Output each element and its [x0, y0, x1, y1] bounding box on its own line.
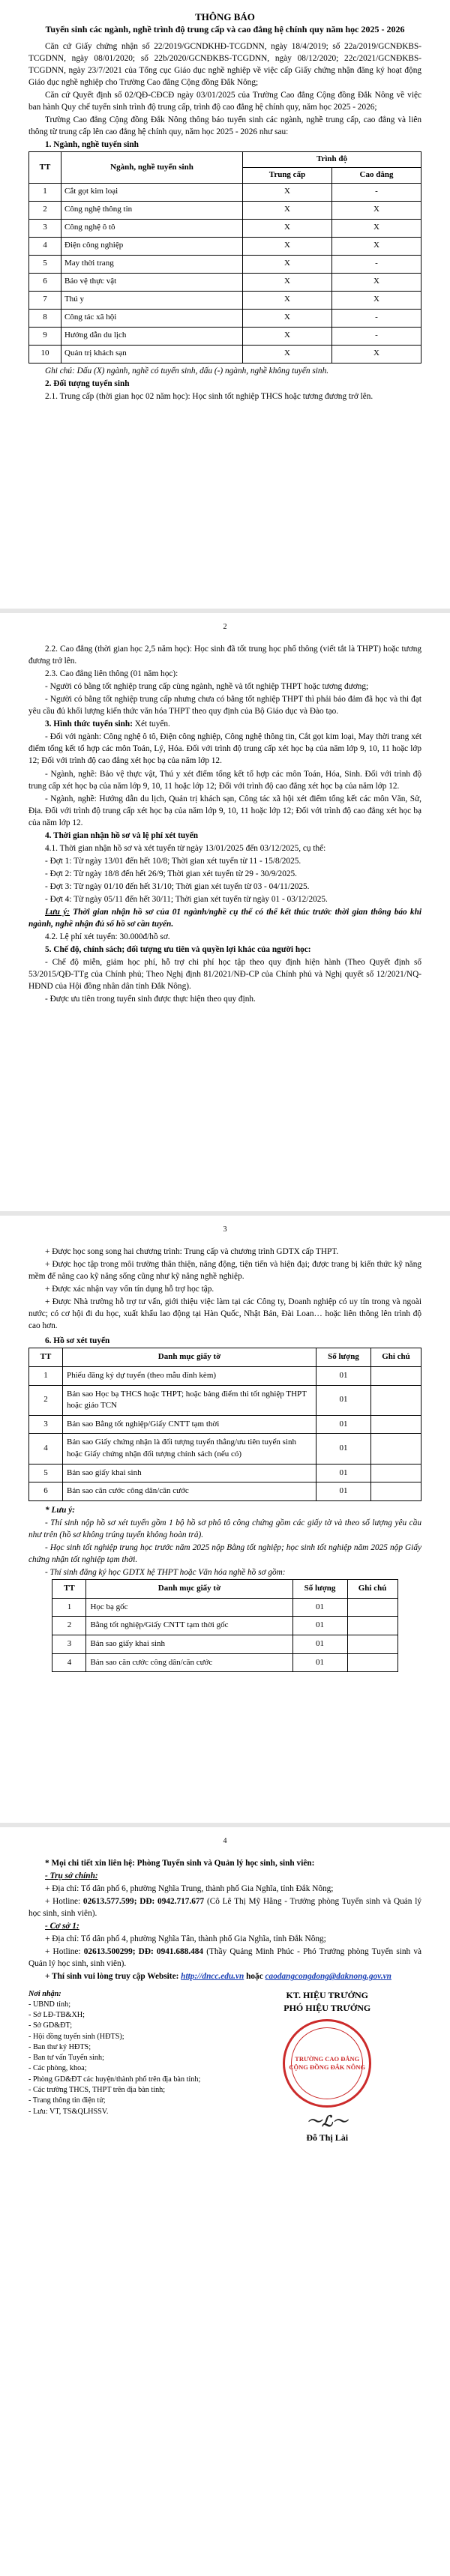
- table-row: [52, 1617, 398, 1635]
- table-header: Danh mục giấy tờ: [63, 1348, 316, 1367]
- paragraph: 2.1. Trung cấp (thời gian học 02 năm học): Học sinh tốt nghiệp THCS hoặc tương đương trở lên.: [45, 391, 374, 401]
- page-4: [0, 1827, 450, 2576]
- cell-note: [371, 1464, 422, 1482]
- cell-document: Bản sao giấy khai sinh: [86, 1635, 292, 1653]
- cell-program: Điện công nghiệp: [62, 237, 243, 255]
- recipient-item: - Các phòng, khoa;: [28, 2064, 87, 2073]
- table-header: Ngành, nghề tuyển sinh: [62, 152, 243, 183]
- section-title: 4. Thời gian nhận hồ sơ và lệ phí xét tuyển: [45, 830, 199, 840]
- table-header: Số lượng: [292, 1580, 347, 1599]
- section-title: 1. Ngành, nghề tuyển sinh: [45, 140, 139, 150]
- contact-line: [28, 1946, 422, 1970]
- signature-block: [28, 1989, 422, 2144]
- hotline-tail: (Cô Lê Thị Mỹ Hằng - Trưởng phòng Tuyển sinh và Quản lý học sinh, sinh viên).: [28, 1897, 422, 1919]
- contact-line: + Địa chỉ: Tổ dân phố 6, phường Nghĩa Trung, thành phố Gia Nghĩa, tỉnh Đắk Nông;: [45, 1884, 334, 1894]
- cell-note: [371, 1434, 422, 1464]
- paragraph: + Được học song song hai chương trình: Trung cấp và chương trình GDTX cấp THPT.: [45, 1247, 339, 1257]
- signer-role: PHÓ HIỆU TRƯỞNG: [284, 2002, 371, 2013]
- cell-tt: 4: [52, 1653, 86, 1672]
- section-title: 2. Đối tượng tuyển sinh: [45, 378, 130, 388]
- cell-tt: 2: [52, 1617, 86, 1635]
- cell-document: Bản sao Bằng tốt nghiệp/Giấy CNTT tạm thời: [63, 1415, 316, 1434]
- email-link[interactable]: caodangcongdong@daknong.gov.vn: [265, 1972, 392, 1982]
- cell-quantity: 01: [292, 1653, 347, 1672]
- cell-document: Bằng tốt nghiệp/Giấy CNTT tạm thời gốc: [86, 1617, 292, 1635]
- cell-trung-cap: X: [243, 219, 332, 237]
- cell-cao-dang: X: [332, 237, 422, 255]
- recipient-item: - Sở GD&ĐT;: [28, 2021, 73, 2030]
- cell-cao-dang: X: [332, 273, 422, 291]
- intro-paragraph: Căn cứ Giấy chứng nhận số 22/2019/GCNDKHĐ-TCGDNN, ngày 18/4/2019; số 22a/2019/GCNĐKBS-TCGDNN, ngày 08/01/2020; số 22b/2020/GCNĐKBS-TCGDNN, ngày 08/12/2020; 22c/2021/GCNĐKBS-TCGDNN, ngày 23/7/2021 của Tổng cục Giáo dục nghề nghiệp về việc cấp Giấy chứng nhận đăng ký hoạt động Giáo dục nghề nghiệp cho Trường Cao đẳng Cộng đồng Đắk Nông;: [28, 42, 422, 88]
- cell-trung-cap: X: [243, 183, 332, 201]
- recipient-item: - Lưu: VT, TS&QLHSSV.: [28, 2107, 109, 2116]
- paragraph: - Người có bằng tốt nghiệp trung cấp cùng ngành, nghề và tốt nghiệp THPT hoặc tương đương;: [45, 682, 369, 692]
- cell-trung-cap: X: [243, 345, 332, 363]
- cell-tt: 10: [29, 345, 62, 363]
- cell-quantity: 01: [316, 1434, 371, 1464]
- cell-quantity: 01: [292, 1617, 347, 1635]
- table-row: [29, 201, 422, 219]
- cell-note: [371, 1385, 422, 1415]
- paragraph: 2.2. Cao đẳng (thời gian học 2,5 năm học): Học sinh đã tốt trung học phổ thông (viết tắt là THPT) hoặc tương đương trở lên.: [28, 645, 422, 666]
- paragraph: + Được xác nhận vay vốn tín dụng hỗ trợ học tập.: [45, 1285, 214, 1294]
- hotline-number[interactable]: 02613.500299; DĐ: 0941.688.484: [83, 1947, 204, 1957]
- section-title: 6. Hồ sơ xét tuyển: [45, 1336, 110, 1346]
- documents-table: [28, 1348, 422, 1500]
- cell-program: Thú y: [62, 291, 243, 309]
- contact-line: + Địa chỉ: Tổ dân phố 4, phường Nghĩa Tân, thành phố Gia Nghĩa, tỉnh Đắk Nông;: [45, 1934, 326, 1944]
- table-row: [29, 1464, 422, 1482]
- cell-trung-cap: X: [243, 291, 332, 309]
- cell-tt: 2: [29, 1385, 63, 1415]
- recipient-item: - UBND tỉnh;: [28, 2000, 71, 2009]
- cell-tt: 3: [29, 219, 62, 237]
- cell-document: Bản sao Giấy chứng nhận là đối tượng tuyển thẳng/ưu tiên tuyển sinh hoặc Giấy chứng nhận đối tượng chính sách (nếu có): [63, 1434, 316, 1464]
- table-row: [29, 1385, 422, 1415]
- cell-cao-dang: X: [332, 201, 422, 219]
- note-paragraph: - Thí sinh nộp hồ sơ xét tuyển gồm 1 bộ hồ sơ phô tô công chứng gồm các giấy tờ và theo số lượng yêu cầu như trên (hồ sơ không trúng tuyển không hoàn trả).: [28, 1518, 422, 1539]
- signature-scrawl: 〜ℒ〜: [307, 2111, 348, 2130]
- recipients-label: Nơi nhận:: [28, 1989, 62, 1998]
- website-mid: hoặc: [246, 1972, 263, 1982]
- cell-tt: 6: [29, 1482, 63, 1501]
- table-header: Cao đẳng: [332, 167, 422, 183]
- signer-name: Đỗ Thị Lài: [306, 2132, 349, 2143]
- cell-document: Bản sao Học bạ THCS hoặc THPT; hoặc bảng điểm thi tốt nghiệp THPT hoặc giáo TCN: [63, 1385, 316, 1415]
- cell-trung-cap: X: [243, 273, 332, 291]
- recipient-item: - Ban thư ký HĐTS;: [28, 2042, 92, 2051]
- doc-subtitle: Tuyển sinh các ngành, nghề trình độ trung cấp và cao đẳng hệ chính quy năm học 2025 - 2026: [45, 24, 405, 35]
- paragraph: 4.1. Thời gian nhận hồ sơ và xét tuyển từ ngày 13/01/2025 đến 03/12/2025, cụ thể:: [45, 843, 326, 853]
- table-row: [52, 1598, 398, 1617]
- cell-cao-dang: -: [332, 309, 422, 327]
- cell-cao-dang: -: [332, 183, 422, 201]
- page-2: [0, 613, 450, 1211]
- table-row: [29, 327, 422, 345]
- section-title: 3. Hình thức tuyển sinh:: [45, 720, 133, 729]
- table-header: TT: [29, 1348, 63, 1367]
- cell-tt: 9: [29, 327, 62, 345]
- programs-table: [28, 151, 422, 363]
- cell-trung-cap: X: [243, 255, 332, 273]
- note-label: * Lưu ý:: [45, 1505, 76, 1515]
- hotline-label: + Hotline:: [45, 1897, 81, 1907]
- table-row: [29, 291, 422, 309]
- stamp-text: TRƯỜNG CAO ĐẲNG CỘNG ĐỒNG ĐẮK NÔNG: [289, 2055, 366, 2071]
- cell-document: Bản sao giấy khai sinh: [63, 1464, 316, 1482]
- cell-cao-dang: -: [332, 255, 422, 273]
- cell-tt: 2: [29, 201, 62, 219]
- cell-quantity: 01: [316, 1464, 371, 1482]
- table-header: TT: [29, 152, 62, 183]
- paragraph: - Người có bằng tốt nghiệp trung cấp nhưng chưa có bằng tốt nghiệp THPT thì phải bảo đảm đã học và thi đạt yêu cầu đủ khối lượng kiến thức văn hóa THPT theo quy định của Bộ Giáo dục và Đào tạo.: [28, 695, 422, 717]
- cell-trung-cap: X: [243, 237, 332, 255]
- table-header: Ghi chú: [371, 1348, 422, 1367]
- doc-title: THÔNG BÁO: [195, 11, 255, 22]
- recipient-item: - Ban tư vấn Tuyển sinh;: [28, 2054, 104, 2063]
- cell-program: Công nghệ ô tô: [62, 219, 243, 237]
- hotline-tail: (Thầy Quảng Minh Phúc - Phó Trưởng phòng Tuyển sinh và Quản lý học sinh, sinh viên).: [28, 1947, 422, 1969]
- table-row: [29, 309, 422, 327]
- table-row: [29, 237, 422, 255]
- note-paragraph: - Thí sinh đăng ký học GDTX hệ THPT hoặc Văn hóa nghề hồ sơ gồm:: [45, 1568, 286, 1578]
- paragraph: - Ngành, nghề: Hướng dẫn du lịch, Quản trị khách sạn, Công tác xã hội xét điểm tổng kết các môn Văn, Sử, Địa. Đối với trình độ trung cấp xét học bạ của năm lớp 9, 10, 11 hoặc lớp 12; Đối với trình độ cao đẳng xét học bạ của năm lớp 12.: [28, 794, 422, 827]
- table-header: Trung cấp: [243, 167, 332, 183]
- table-header: Số lượng: [316, 1348, 371, 1367]
- paragraph: 2.3. Cao đẳng liên thông (01 năm học):: [45, 669, 178, 679]
- paragraph: - Đợt 1: Từ ngày 13/01 đến hết 10/8; Thời gian xét tuyển từ 11 - 15/8/2025.: [45, 856, 302, 866]
- cell-trung-cap: X: [243, 327, 332, 345]
- paragraph: - Được ưu tiên trong tuyển sinh được thực hiện theo quy định.: [45, 995, 256, 1004]
- cell-program: Cắt gọt kim loại: [62, 183, 243, 201]
- page-3: [0, 1216, 450, 1823]
- cell-tt: 5: [29, 255, 62, 273]
- cell-quantity: 01: [316, 1415, 371, 1434]
- table-header: Trình độ: [243, 152, 422, 168]
- cell-program: Công tác xã hội: [62, 309, 243, 327]
- cell-tt: 4: [29, 1434, 63, 1464]
- paragraph: - Ngành, nghề: Bảo vệ thực vật, Thú y xét điểm tổng kết tổ hợp các môn Toán, Hóa, Sinh. Đối với trình độ trung cấp xét học bạ của năm lớp 9, 10, 11 hoặc lớp 12; Đối với trình độ cao đẳng xét học bạ của năm lớp 12.: [28, 769, 422, 791]
- note-text: Thời gian nhận hồ sơ của 01 ngành/nghề cụ thể có thể kết thúc trước thời gian thông báo khi ngành, nghề nhận đủ số hồ sơ cần tuyển.: [28, 907, 422, 929]
- cell-tt: 1: [52, 1598, 86, 1617]
- table-note: Ghi chú: Dấu (X) ngành, nghề có tuyển sinh, dấu (-) ngành, nghề không tuyển sinh.: [45, 366, 329, 375]
- section-title-tail: Xét tuyển.: [134, 720, 170, 729]
- cell-document: Phiếu đăng ký dự tuyển (theo mẫu đính kèm): [63, 1367, 316, 1386]
- recipient-item: - Phòng GD&ĐT các huyện/thành phố trên địa bàn tỉnh;: [28, 2075, 201, 2084]
- cell-quantity: 01: [316, 1482, 371, 1501]
- hotline-label: + Hotline:: [45, 1947, 81, 1957]
- table-row: [29, 1482, 422, 1501]
- cell-program: Công nghệ thông tin: [62, 201, 243, 219]
- cell-program: Bảo vệ thực vật: [62, 273, 243, 291]
- intro-paragraph: Căn cứ Quyết định số 02/QĐ-CĐCĐ ngày 03/01/2025 của Trường Cao đẳng Cộng đồng Đắk Nông về việc ban hành Quy chế tuyển sinh trình độ trung cấp, trình độ cao đẳng hệ chính quy, năm học 2025 - 2026;: [28, 91, 422, 112]
- table-row: [29, 1367, 422, 1386]
- contact-line: [28, 1970, 422, 1982]
- paragraph: - Đợt 4: Từ ngày 05/11 đến hết 30/11; Thời gian xét tuyển từ ngày 01 - 03/12/2025.: [45, 894, 328, 904]
- table-row: [29, 1434, 422, 1464]
- website-link[interactable]: http://dncc.edu.vn: [181, 1972, 244, 1982]
- paragraph: - Đối với ngành: Công nghệ ô tô, Điện công nghiệp, Công nghệ thông tin, Cắt gọt kim loại, May thời trang xét điểm tổng kết tổ hợp các môn Toán, Lý, Hóa. Đối với trình độ trung cấp xét học bạ của năm lớp 9, 10, 11 hoặc lớp 12; Đối với trình độ cao đẳng xét học bạ của năm lớp 12.: [28, 732, 422, 766]
- contact-main-label: - Trụ sở chính:: [45, 1871, 98, 1881]
- recipient-item: - Sở LĐ-TB&XH;: [28, 2011, 85, 2020]
- cell-note: [347, 1635, 398, 1653]
- cell-note: [347, 1617, 398, 1635]
- cell-cao-dang: -: [332, 327, 422, 345]
- cell-tt: 3: [29, 1415, 63, 1434]
- cell-cao-dang: X: [332, 291, 422, 309]
- intro-paragraph: Trường Cao đẳng Cộng đồng Đắk Nông thông báo tuyển sinh các ngành, nghề trung cấp, cao đẳng và liên thông từ trung cấp lên cao đẳng hệ chính quy, năm học 2025 - 2026 như sau:: [28, 115, 422, 137]
- cell-cao-dang: X: [332, 345, 422, 363]
- cell-trung-cap: X: [243, 201, 332, 219]
- note-label: Lưu ý:: [45, 907, 70, 917]
- cell-tt: 1: [29, 183, 62, 201]
- contact-title: * Mọi chi tiết xin liên hệ: Phòng Tuyển sinh và Quản lý học sinh, sinh viên:: [45, 1859, 315, 1868]
- official-stamp: [283, 2019, 371, 2108]
- paragraph: 4.2. Lệ phí xét tuyển: 30.000đ/hồ sơ.: [45, 932, 170, 941]
- table-row: [29, 255, 422, 273]
- page-1: [0, 0, 450, 609]
- table-row: [29, 273, 422, 291]
- cell-tt: 4: [29, 237, 62, 255]
- recipient-item: - Các trường THCS, THPT trên địa bàn tỉnh;: [28, 2086, 166, 2095]
- table-header: Danh mục giấy tờ: [86, 1580, 292, 1599]
- cell-note: [371, 1367, 422, 1386]
- paragraph: - Đợt 2: Từ ngày 18/8 đến hết 26/9; Thời gian xét tuyển từ 29 - 30/9/2025.: [45, 869, 297, 878]
- cell-note: [371, 1482, 422, 1501]
- table-row: [29, 1415, 422, 1434]
- cell-document: Bản sao căn cước công dân/căn cước: [63, 1482, 316, 1501]
- page-number: 4: [223, 1837, 227, 1845]
- cell-tt: 3: [52, 1635, 86, 1653]
- table-row: [29, 183, 422, 201]
- recipients: [28, 1989, 209, 2144]
- page-number: 2: [223, 623, 227, 631]
- section-title-line: [28, 718, 422, 730]
- cell-tt: 6: [29, 273, 62, 291]
- page-number: 3: [223, 1225, 227, 1234]
- note-paragraph: - Học sinh tốt nghiệp trung học trước năm 2025 nộp Bằng tốt nghiệp; học sinh tốt nghiệp năm 2025 nộp Giấy chứng nhận tốt nghiệp tạm thời.: [28, 1543, 422, 1565]
- note-line: [28, 906, 422, 930]
- paragraph: - Đợt 3: Từ ngày 01/10 đến hết 31/10; Thời gian xét tuyển từ 03 - 04/11/2025.: [45, 881, 310, 891]
- contact-branch-label: - Cơ sở 1:: [45, 1922, 80, 1931]
- cell-cao-dang: X: [332, 219, 422, 237]
- contact-line: [28, 1895, 422, 1919]
- website-text: + Thí sinh vui lòng truy cập Website:: [45, 1972, 179, 1982]
- cell-tt: 8: [29, 309, 62, 327]
- cell-program: Hướng dẫn du lịch: [62, 327, 243, 345]
- table-row: [52, 1653, 398, 1672]
- paragraph: - Chế độ miễn, giảm học phí, hỗ trợ chi phí học tập theo quy định hiện hành (Theo Quyết định số 53/2015/QĐ-TTg của Chính phủ; Theo Nghị định 81/2021/NĐ-CP của Chính phủ và Nghị quyết số 12/2021/NQ-HĐND của Hội đồng nhân dân tỉnh Đắk Nông).: [28, 957, 422, 992]
- cell-document: Bản sao căn cước công dân/căn cước: [86, 1653, 292, 1672]
- cell-note: [371, 1415, 422, 1434]
- gdtx-documents-table: [52, 1579, 398, 1672]
- recipient-item: - Trang thông tin điện tử;: [28, 2096, 106, 2105]
- cell-note: [347, 1653, 398, 1672]
- cell-note: [347, 1598, 398, 1617]
- paragraph: + Được học tập trong môi trường thân thiện, năng động, tiện tiến và hiện đại; được trang bị kiến thức kỹ năng mềm để nâng cao kỹ năng sống cũng như kỹ năng nghề nghiệp.: [28, 1260, 422, 1282]
- table-header: Ghi chú: [347, 1580, 398, 1599]
- recipient-item: - Hội đồng tuyển sinh (HĐTS);: [28, 2032, 124, 2041]
- cell-program: Quản trị khách sạn: [62, 345, 243, 363]
- cell-quantity: 01: [316, 1367, 371, 1386]
- signer-block: [232, 1989, 422, 2144]
- cell-document: Học bạ gốc: [86, 1598, 292, 1617]
- cell-tt: 1: [29, 1367, 63, 1386]
- table-header: TT: [52, 1580, 86, 1599]
- signer-title: KT. HIỆU TRƯỞNG: [286, 1989, 368, 2000]
- cell-quantity: 01: [292, 1598, 347, 1617]
- table-row: [29, 345, 422, 363]
- cell-trung-cap: X: [243, 309, 332, 327]
- cell-quantity: 01: [316, 1385, 371, 1415]
- cell-program: May thời trang: [62, 255, 243, 273]
- hotline-number[interactable]: 02613.577.599; DĐ: 0942.717.677: [82, 1897, 205, 1907]
- cell-tt: 7: [29, 291, 62, 309]
- paragraph: + Được Nhà trường hỗ trợ tư vấn, giới thiệu việc làm tại các Công ty, Doanh nghiệp có uy tín trong và ngoài nước; có cơ hội đi du học, xuất khẩu lao động tại Hàn Quốc, Nhật Bản, Đài Loan… hoặc liên thông lên trình độ cao hơn.: [28, 1297, 422, 1331]
- table-row: [29, 219, 422, 237]
- cell-tt: 5: [29, 1464, 63, 1482]
- table-row: [52, 1635, 398, 1653]
- section-title: 5. Chế độ, chính sách; đối tượng ưu tiên và quyền lợi khác của người học:: [45, 944, 311, 954]
- cell-quantity: 01: [292, 1635, 347, 1653]
